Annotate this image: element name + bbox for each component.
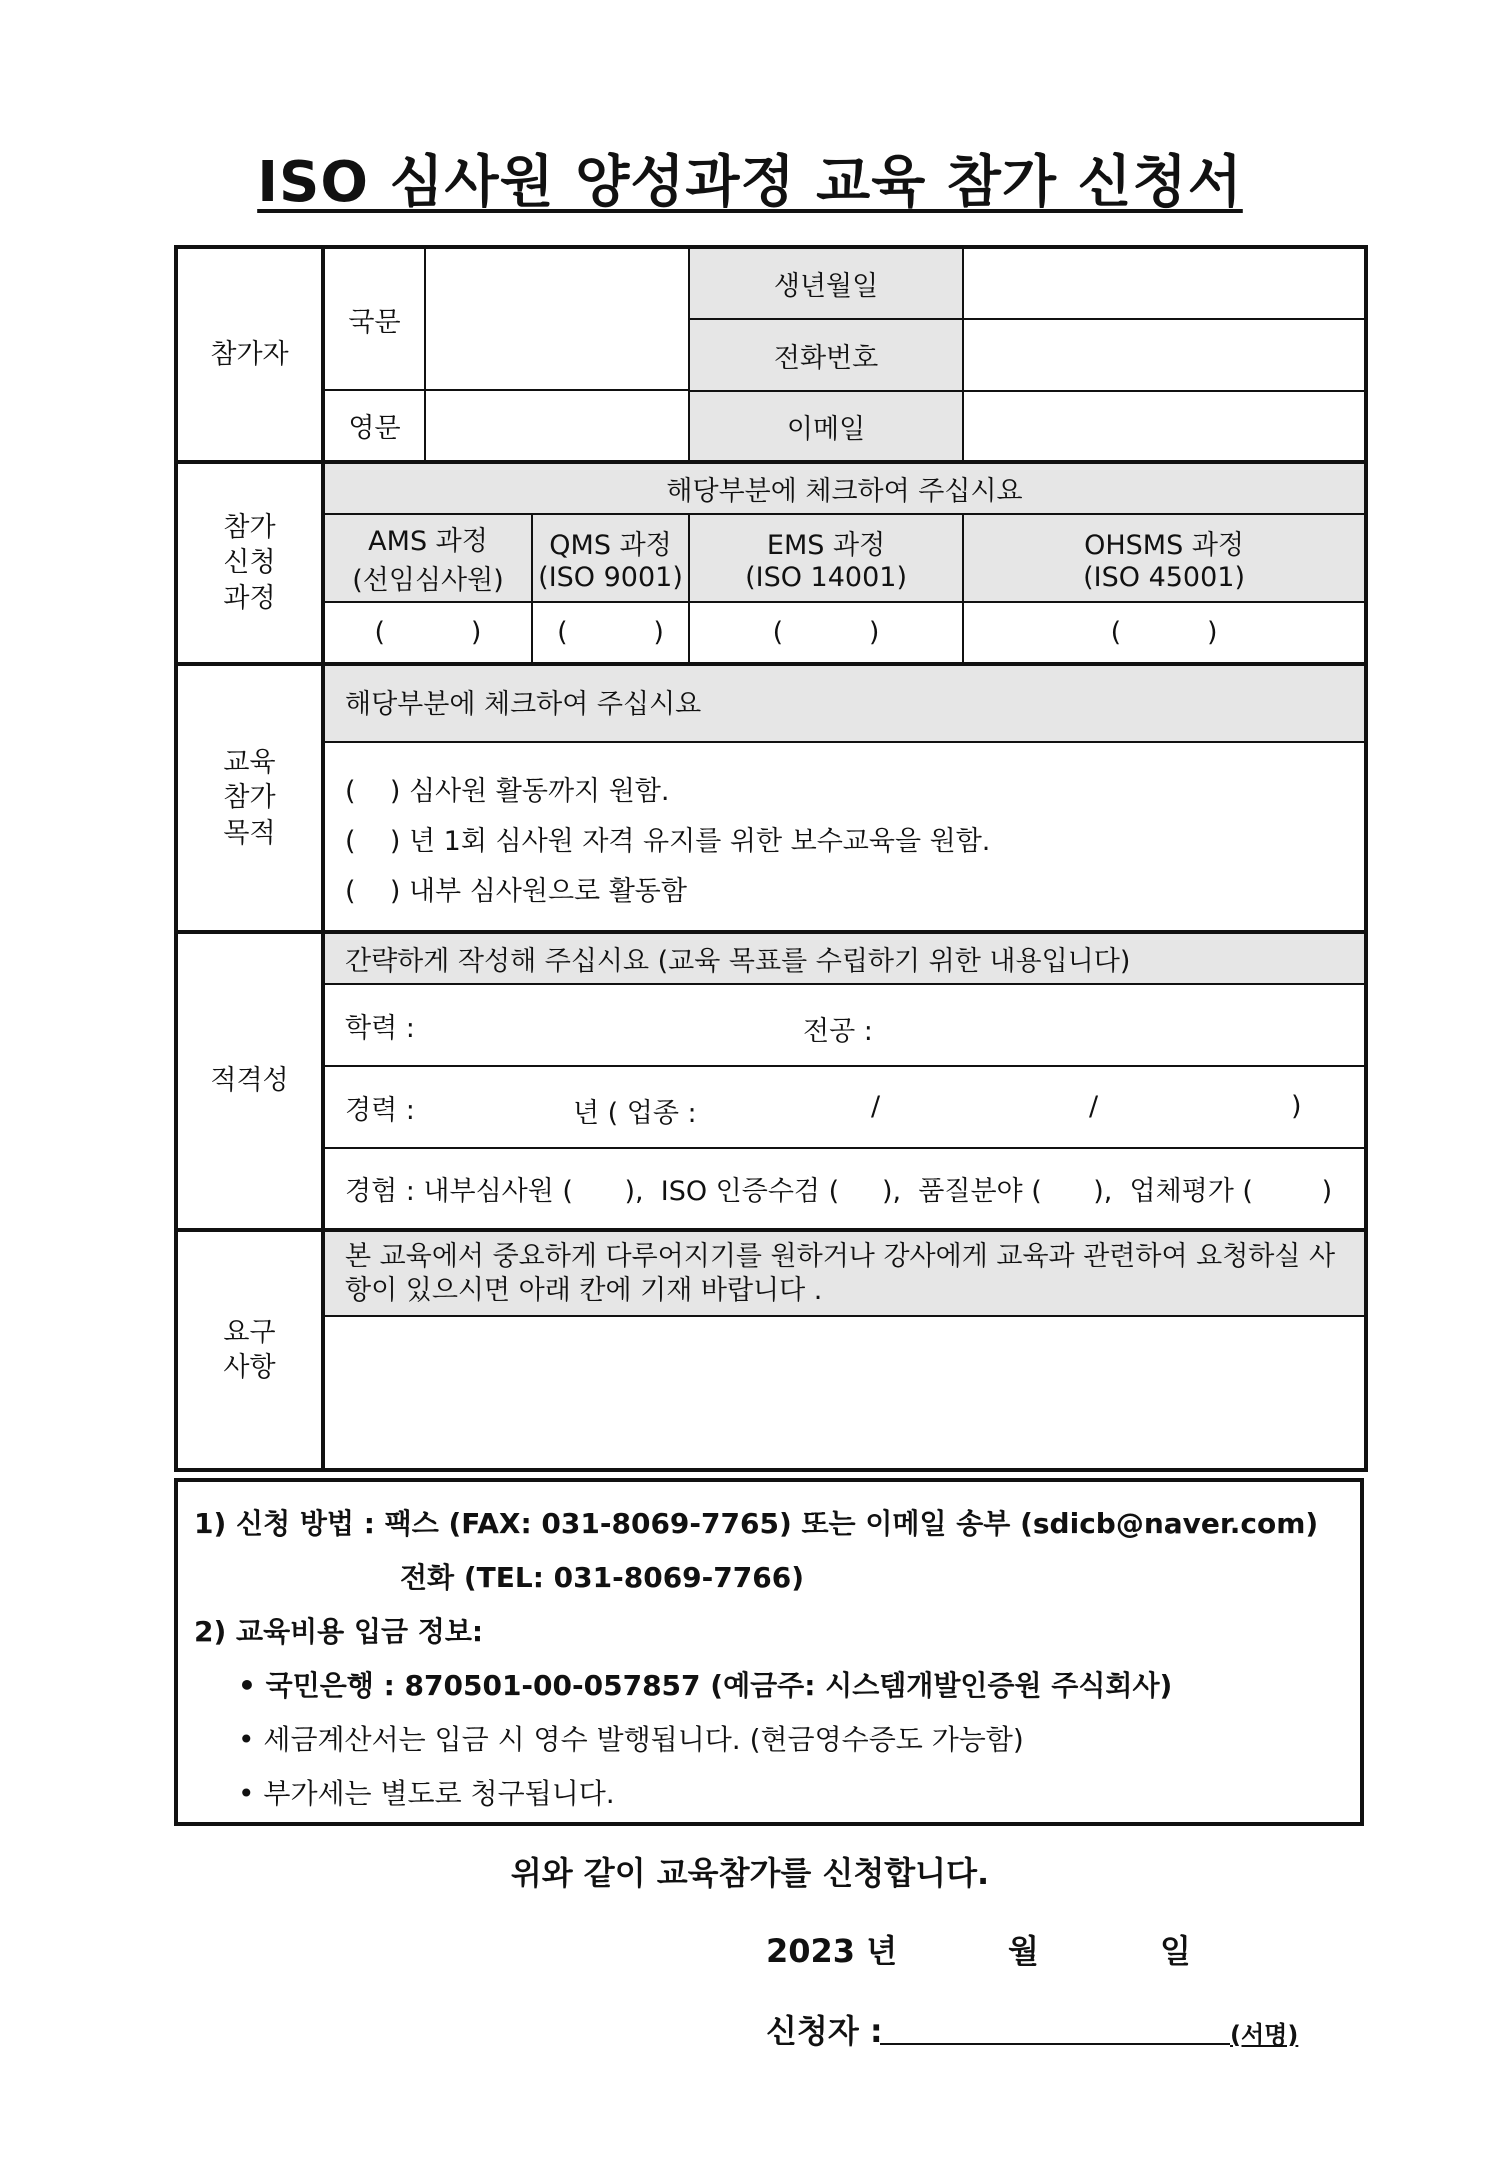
application-form-table xyxy=(174,245,1368,1472)
date-day: 일 xyxy=(1160,1932,1191,1970)
purpose-section-label: 교육 참가 목적 xyxy=(176,664,323,932)
purpose-options xyxy=(323,742,1366,932)
education-label: 학력 : xyxy=(345,1012,415,1044)
english-name-field[interactable] xyxy=(425,390,689,462)
tax-invoice-line: • 세금계산서는 입금 시 영수 발행됩니다. (현금영수증도 가능함) xyxy=(238,1723,1024,1756)
signature-mark: (서명) xyxy=(1230,2021,1299,2049)
major-label: 전공 : xyxy=(803,1016,873,1047)
birthdate-field[interactable] xyxy=(963,247,1366,319)
course-instruction: 해당부분에 체크하여 주십시요 xyxy=(323,462,1366,514)
career-years-label: 년 ( 업종 : xyxy=(573,1098,697,1129)
course-check-ohsms[interactable]: ( ) xyxy=(963,602,1366,664)
purpose-option-refresher[interactable]: ( ) 년 1회 심사원 자격 유지를 위한 보수교육을 원함. xyxy=(345,825,991,857)
course-section-label: 참가 신청 과정 xyxy=(176,462,323,664)
career-row xyxy=(323,1066,1366,1148)
career-close-paren: ) xyxy=(1291,1091,1302,1122)
email-field[interactable] xyxy=(963,391,1366,462)
method-line: 1) 신청 방법 : 팩스 (FAX: 031-8069-7765) 또는 이메일 송부 (sdicb@naver.com) xyxy=(194,1507,1319,1540)
bank-account-line: • 국민은행 : 870501-00-057857 (예금주: 시스템개발인증원 주식회사) xyxy=(238,1669,1173,1702)
participant-section-label: 참가자 xyxy=(176,247,323,462)
course-option-ems: EMS 과정 (ISO 14001) xyxy=(689,514,963,602)
page-title: ISO 심사원 양성과정 교육 참가 신청서 xyxy=(257,150,1243,215)
requests-instruction: 본 교육에서 중요하게 다루어지기를 원하거나 강사에게 교육과 관련하여 요청하실 사항이 있으시면 아래 칸에 기재 바랍니다 . xyxy=(323,1230,1366,1316)
career-label: 경력 : xyxy=(345,1094,415,1126)
payment-title: 2) 교육비용 입금 정보: xyxy=(194,1615,484,1648)
korean-name-label: 국문 xyxy=(323,247,425,390)
phone-label: 전화번호 xyxy=(689,319,963,391)
signature-line[interactable] xyxy=(880,2043,1230,2045)
course-check-qms[interactable]: ( ) xyxy=(532,602,689,664)
korean-name-field[interactable] xyxy=(425,247,689,390)
requests-section-label: 요구 사항 xyxy=(176,1230,323,1470)
purpose-option-auditor-activity[interactable]: ( ) 심사원 활동까지 원함. xyxy=(345,775,670,807)
experience-row: 경험 : 내부심사원 ( ), ISO 인증수검 ( ), 품질분야 ( ), 업체평가 ( ) xyxy=(323,1148,1366,1230)
email-label: 이메일 xyxy=(689,391,963,462)
vat-line: • 부가세는 별도로 청구됩니다. xyxy=(238,1777,615,1810)
course-option-qms: QMS 과정 (ISO 9001) xyxy=(532,514,689,602)
application-statement: 위와 같이 교육참가를 신청합니다. xyxy=(510,1854,990,1892)
career-slash-1: / xyxy=(871,1091,881,1122)
course-check-ems[interactable]: ( ) xyxy=(689,602,963,664)
qualification-section-label: 적격성 xyxy=(176,932,323,1230)
date-month: 월 xyxy=(1008,1932,1039,1970)
career-slash-2: / xyxy=(1089,1091,1099,1122)
applicant-label: 신청자 : xyxy=(766,2012,883,2050)
method-phone-line: 전화 (TEL: 031-8069-7766) xyxy=(400,1561,805,1594)
course-option-ams: AMS 과정 (선임심사원) xyxy=(323,514,532,602)
requests-field[interactable] xyxy=(323,1316,1366,1470)
purpose-option-internal-auditor[interactable]: ( ) 내부 심사원으로 활동함 xyxy=(345,875,687,907)
education-major-row xyxy=(323,984,1366,1066)
phone-field[interactable] xyxy=(963,319,1366,391)
course-check-ams[interactable]: ( ) xyxy=(323,602,532,664)
english-name-label: 영문 xyxy=(323,390,425,462)
course-option-ohsms: OHSMS 과정 (ISO 45001) xyxy=(963,514,1366,602)
birthdate-label: 생년월일 xyxy=(689,247,963,319)
purpose-instruction: 해당부분에 체크하여 주십시요 xyxy=(323,664,1366,742)
qualification-instruction: 간략하게 작성해 주십시요 (교육 목표를 수립하기 위한 내용입니다) xyxy=(323,932,1366,984)
application-info-box xyxy=(174,1478,1364,1826)
date-year: 2023 년 xyxy=(766,1932,898,1970)
